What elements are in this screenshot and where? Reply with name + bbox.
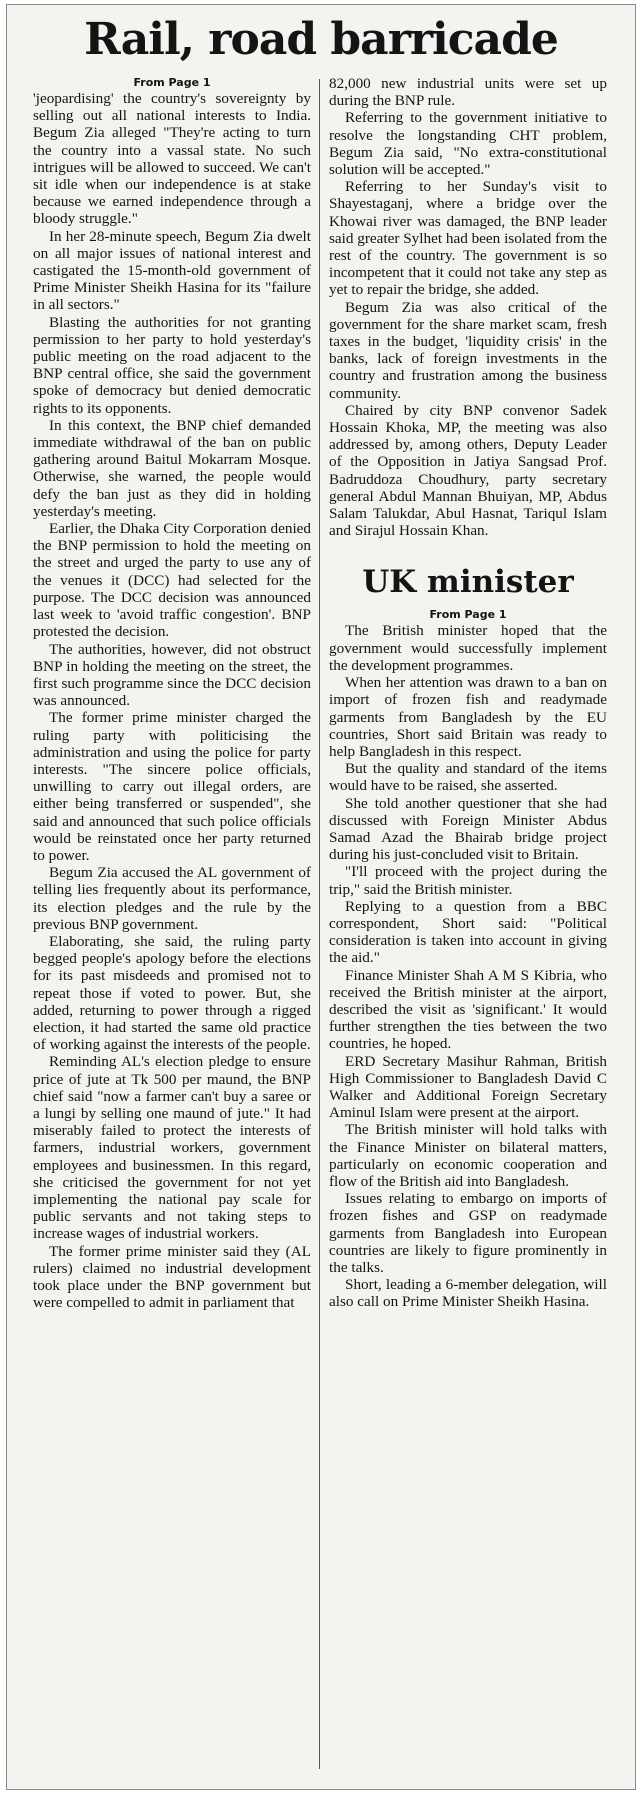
newspaper-clipping [6, 4, 636, 1790]
article-paragraph: Issues relating to embargo on imports of frozen fishes and GSP on readymade garments from Bangladesh into European countries are likely to figure prominently in the talks. [329, 1190, 607, 1276]
article-paragraph: The British minister will hold talks with the Finance Minister on bilateral matters, particularly on economic cooperation and flow of the British aid into Bangladesh. [329, 1121, 607, 1190]
article1-body-right [329, 75, 607, 539]
article-paragraph: Earlier, the Dhaka City Corporation denied the BNP permission to hold the meeting on the street and urged the party to use any of the venues it (DCC) had selected for the purpose. The DCC decision was announced last week to 'avoid traffic congestion'. BNP protested the decision. [33, 520, 311, 641]
article-paragraph: Reminding AL's election pledge to ensure price of jute at Tk 500 per maund, the BNP chief said "now a farmer can't buy a saree or a lungi by selling one maund of jute." It had miserably failed to protect the interests of farmers, industrial workers, government employees and businessmen. In this regard, she criticised the government for not yet implementing the national pay scale for public servants and not taking steps to increase wages of industrial workers. [33, 1053, 311, 1243]
article-paragraph: Begum Zia was also critical of the government for the share market scam, fresh taxes in the budget, 'liquidity crisis' in the banks, lack of foreign investments in the country and frustration among the business community. [329, 298, 607, 402]
article-paragraph: The authorities, however, did not obstruct BNP in holding the meeting on the street, the first such programme since the DCC decision was announced. [33, 640, 311, 710]
article-paragraph: In this context, the BNP chief demanded immediate withdrawal of the ban on public gathering around Baitul Mokarram Mosque. Otherwise, she warned, the people would defy the ban just as they did in holding yesterday's meeting. [33, 416, 311, 520]
jump-label: From Page 1 [133, 76, 211, 89]
article-paragraph: Chaired by city BNP convenor Sadek Hossain Khoka, MP, the meeting was also addressed by, among others, Deputy Leader of the Opposition in Jatiya Sangsad Prof. Badruddoza Choudhury, party secretary general Abdul Mannan Bhuiyan, MP, Abdus Salam Talukdar, Abul Hasnat, Tariqul Islam and Sirajul Hossain Khan. [329, 401, 607, 540]
article-paragraph: "I'll proceed with the project during the trip," said the British minister. [329, 863, 607, 898]
article-paragraph: 'jeopardising' the country's sovereignty by selling out all national interests to India. Begum Zia alleged "They're acting to turn the country into a vassal state. No such intrigues will be allowed to succeed. We can't sit idle when our independence is at stake because we earned independence through a bloody struggle." [33, 90, 311, 228]
article-paragraph: The British minister hoped that the government would successfully implement the development programmes. [329, 622, 607, 674]
article-paragraph: In her 28-minute speech, Begum Zia dwelt on all major issues of national interest and castigated the 15-month-old government of Prime Minister Sheikh Hasina for its "failure in all sectors." [33, 227, 311, 314]
article-paragraph: 82,000 new industrial units were set up during the BNP rule. [329, 75, 607, 110]
article-paragraph: Elaborating, she said, the ruling party begged people's apology before the elections for its past misdeeds and promised not to repeat those if voted to power. But, she added, returning to power through a rigged election, it had started the same old practice of working against the interests of the people. [33, 932, 311, 1054]
article-paragraph: Replying to a question from a BBC correspondent, Short said: "Political consideration is taken into account in giving the aid." [329, 897, 607, 967]
article-paragraph: Referring to her Sunday's visit to Shayestaganj, where a bridge over the Khowai river was damaged, the BNP leader said greater Sylhet had been isolated from the rest of the country. The government is so incompetent that it could not take any step as yet to repair the bridge, she added. [329, 178, 607, 299]
article2-body [329, 622, 607, 1310]
article-paragraph: She told another questioner that she had discussed with Foreign Minister Abdus Samad Azad the Bhairab bridge project during his just-concluded visit to Britain. [329, 794, 607, 864]
article-paragraph: Referring to the government initiative to resolve the longstanding CHT problem, Begum Zia said, "No extra-constitutional solution will be accepted." [329, 109, 607, 179]
left-column [33, 75, 311, 1311]
column-divider [319, 79, 320, 1769]
article-paragraph: When her attention was drawn to a ban on import of frozen fish and readymade garments from Bangladesh by the EU countries, Short said Britain was ready to help Bangladesh in this respect. [329, 674, 607, 760]
article-paragraph: The former prime minister charged the ruling party with politicising the administration and using the police for party interests. "The sincere police officials, unwilling to carry out illegal orders, are either being transferred or suspended", she said and announced that such police officials would be reinstated once her party returned to power. [33, 709, 311, 864]
article-paragraph: But the quality and standard of the items would have to be raised, she asserted. [329, 760, 607, 795]
article-paragraph: The former prime minister said they (AL rulers) claimed no industrial development took place under the BNP government but were compelled to admit in parliament that [33, 1242, 311, 1312]
headline: Rail, road barricade [84, 14, 558, 65]
article-paragraph: Begum Zia accused the AL government of telling lies frequently about its performance, its election pledges and the rule by the previous BNP government. [33, 864, 311, 933]
article-paragraph: Blasting the authorities for not granting permission to her party to hold yesterday's public meeting on the road adjacent to the BNP central office, she said the government spoke of democracy but denied democratic rights to its opponents. [33, 313, 311, 417]
article-paragraph: ERD Secretary Masihur Rahman, British High Commissioner to Bangladesh David C Walker and Additional Foreign Secretary Aminul Islam were present at the airport. [329, 1052, 607, 1122]
article2-headline: UK minister [362, 564, 574, 601]
article-paragraph: Short, leading a 6-member delegation, will also call on Prime Minister Sheikh Hasina. [329, 1276, 607, 1311]
right-column [329, 75, 607, 1311]
article-paragraph: Finance Minister Shah A M S Kibria, who received the British minister at the airport, described the visit as 'significant.' It would further strengthen the ties between the two countries, he hoped. [329, 966, 607, 1053]
jump-label: From Page 1 [429, 608, 507, 622]
article-columns [7, 75, 635, 1789]
article1-body-left [33, 90, 311, 1311]
